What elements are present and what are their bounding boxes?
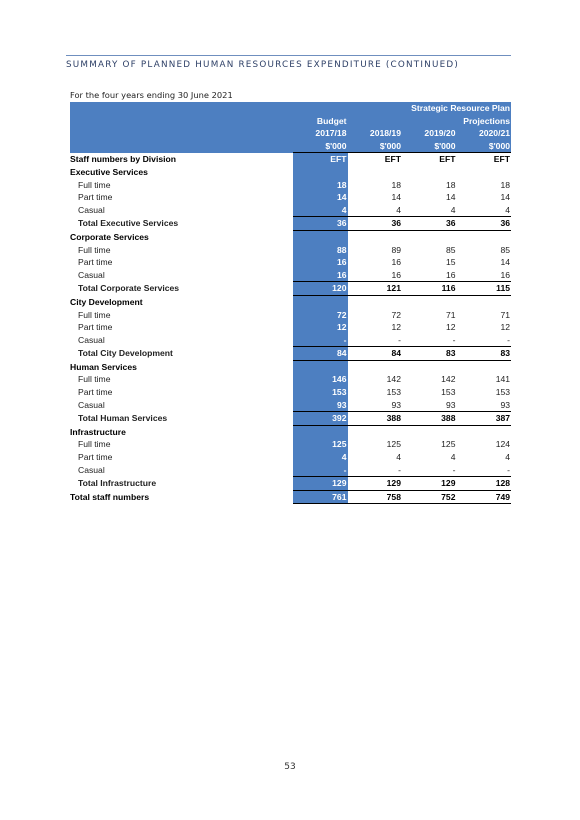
value-cell: 153: [441, 387, 456, 398]
value-cell: 121: [348, 282, 403, 296]
section-title-row-label: Corporate Services: [70, 231, 149, 242]
value-cell: 142: [441, 374, 456, 385]
header-row-srp: [70, 102, 511, 115]
budget-cell: 36: [293, 217, 348, 231]
value-cell: 85: [500, 244, 511, 255]
year-header: 2020/21: [457, 127, 512, 140]
section-title-row-label: Human Services: [70, 361, 137, 372]
section-total-row: [70, 412, 511, 426]
budget-cell: [293, 295, 348, 308]
table-row-label: Part time: [78, 322, 113, 333]
value-cell: 18: [391, 179, 401, 190]
value-cell: 12: [500, 322, 511, 333]
budget-cell: EFT: [293, 153, 348, 166]
value-cell: 16: [391, 269, 401, 280]
budget-cell: 18: [293, 179, 348, 192]
value-cell: EFT: [439, 154, 456, 165]
srp-title: Strategic Resource Plan: [348, 102, 512, 115]
section-total-row: [70, 477, 511, 491]
budget-cell: 392: [293, 412, 348, 426]
budget-cell: 761: [293, 490, 348, 504]
value-cell: 93: [391, 399, 401, 410]
table-row: [70, 373, 511, 386]
budget-cell: 88: [293, 244, 348, 257]
value-cell: 36: [402, 217, 457, 231]
table-row: [70, 438, 511, 451]
section-title-row: [70, 425, 511, 438]
table-body: [70, 102, 511, 504]
section-total-row-label: Total Human Services: [78, 413, 168, 424]
section-total-row: [70, 217, 511, 231]
table-row-label: Casual: [78, 269, 105, 280]
value-cell: [457, 360, 512, 373]
section-title-row-label: City Development: [70, 296, 143, 307]
budget-label: Budget: [293, 115, 348, 128]
hr-summary-table: [70, 102, 511, 504]
value-cell: -: [398, 334, 401, 345]
value-cell: 125: [386, 439, 401, 450]
table-row: [70, 309, 511, 322]
value-cell: 36: [457, 217, 512, 231]
budget-cell: 153: [293, 386, 348, 399]
budget-cell: [293, 360, 348, 373]
value-cell: [402, 360, 457, 373]
value-cell: 387: [457, 412, 512, 426]
value-cell: 18: [445, 179, 456, 190]
value-cell: 4: [450, 452, 456, 463]
table-row-label: Part time: [78, 387, 113, 398]
value-cell: 12: [445, 322, 456, 333]
table-row: [70, 399, 511, 412]
value-cell: 16: [500, 269, 511, 280]
value-cell: 4: [396, 452, 401, 463]
value-cell: [457, 230, 512, 243]
value-cell: 83: [402, 347, 457, 361]
table-row: [70, 204, 511, 217]
budget-cell: 84: [293, 347, 348, 361]
year-header: 2018/19: [348, 127, 403, 140]
value-cell: 128: [457, 477, 512, 491]
budget-cell: -: [293, 464, 348, 477]
table-row: [70, 244, 511, 257]
section-title-row: [70, 230, 511, 243]
value-cell: 752: [402, 490, 457, 504]
value-cell: 4: [505, 204, 511, 215]
header-row-budget: [70, 115, 511, 128]
budget-cell: 12: [293, 321, 348, 334]
budget-cell: 4: [293, 204, 348, 217]
value-cell: 83: [457, 347, 512, 361]
value-cell: 4: [505, 452, 511, 463]
table-row: [70, 334, 511, 347]
value-cell: 124: [495, 439, 511, 450]
section-title-row: [70, 360, 511, 373]
budget-cell: [293, 425, 348, 438]
value-cell: 153: [386, 387, 401, 398]
value-cell: -: [507, 334, 511, 345]
section-title-row-label: Infrastructure: [70, 426, 126, 437]
grand-total-row: [70, 490, 511, 504]
budget-cell: 72: [293, 309, 348, 322]
budget-cell: 146: [293, 373, 348, 386]
value-cell: [402, 166, 457, 179]
table-row: [70, 256, 511, 269]
table-row-label: Full time: [78, 439, 111, 450]
table-row: [70, 451, 511, 464]
value-cell: [457, 166, 512, 179]
value-cell: 18: [500, 179, 511, 190]
budget-cell: 16: [293, 269, 348, 282]
value-cell: 758: [348, 490, 403, 504]
value-cell: EFT: [493, 154, 511, 165]
value-cell: 71: [500, 309, 511, 320]
projections-label: Projections: [348, 115, 512, 128]
table-row-label: Full time: [78, 179, 111, 190]
value-cell: 749: [457, 490, 512, 504]
value-cell: 14: [445, 192, 456, 203]
value-cell: -: [452, 334, 456, 345]
table-row: [70, 464, 511, 477]
value-cell: 12: [391, 322, 401, 333]
section-title-row-label: Executive Services: [70, 166, 148, 177]
header-row-units: [70, 140, 511, 153]
budget-cell: [293, 230, 348, 243]
value-cell: 16: [391, 257, 401, 268]
value-cell: 72: [391, 309, 401, 320]
value-cell: -: [398, 464, 401, 475]
value-cell: [348, 166, 403, 179]
table-row: [70, 386, 511, 399]
unit-header: $'000: [293, 140, 348, 153]
table-row-label: Full time: [78, 309, 111, 320]
value-cell: 129: [348, 477, 403, 491]
table-row: [70, 321, 511, 334]
section-title-row: [70, 295, 511, 308]
budget-cell: 16: [293, 256, 348, 269]
budget-cell: [293, 166, 348, 179]
value-cell: 153: [495, 387, 511, 398]
value-cell: -: [452, 464, 456, 475]
unit-header: $'000: [348, 140, 403, 153]
value-cell: 4: [396, 204, 401, 215]
table-row-label: Part time: [78, 452, 113, 463]
header-row-years: [70, 127, 511, 140]
value-cell: [457, 295, 512, 308]
budget-cell: 14: [293, 191, 348, 204]
value-cell: 14: [500, 192, 511, 203]
value-cell: 388: [348, 412, 403, 426]
page-number: 53: [284, 762, 296, 772]
budget-cell: 4: [293, 451, 348, 464]
value-cell: 125: [441, 439, 456, 450]
year-header: 2019/20: [402, 127, 457, 140]
value-cell: 36: [348, 217, 403, 231]
value-cell: 4: [450, 204, 456, 215]
section-title-row: [70, 166, 511, 179]
value-cell: [348, 295, 403, 308]
unit-header: $'000: [457, 140, 512, 153]
budget-cell: -: [293, 334, 348, 347]
table-subtitle: For the four years ending 30 June 2021: [70, 90, 233, 100]
table-row-label: Part time: [78, 192, 113, 203]
value-cell: 116: [402, 282, 457, 296]
value-cell: [402, 295, 457, 308]
table-row-label: Casual: [78, 334, 105, 345]
table-row-label: Casual: [78, 399, 105, 410]
section-total-row-label: Total Corporate Services: [78, 283, 180, 294]
section-total-row-label: Total Infrastructure: [78, 478, 157, 489]
value-cell: [348, 425, 403, 438]
value-cell: 388: [402, 412, 457, 426]
budget-cell: 93: [293, 399, 348, 412]
value-cell: [348, 230, 403, 243]
value-cell: 93: [500, 399, 511, 410]
value-cell: 85: [445, 244, 456, 255]
value-cell: EFT: [384, 154, 401, 165]
value-cell: [457, 425, 512, 438]
table-row-label: Casual: [78, 464, 105, 475]
table-row-label: Casual: [78, 205, 105, 215]
budget-cell: 125: [293, 438, 348, 451]
value-cell: [348, 360, 403, 373]
value-cell: 142: [386, 374, 401, 385]
page-heading: SUMMARY OF PLANNED HUMAN RESOURCES EXPENDITURE (CONTINUED): [66, 55, 511, 70]
table-row-label: Full time: [78, 244, 111, 255]
division-row-label: Staff numbers by Division: [70, 154, 177, 165]
value-cell: 14: [391, 192, 401, 203]
value-cell: 89: [391, 244, 401, 255]
value-cell: 115: [457, 282, 512, 296]
value-cell: 16: [445, 269, 456, 280]
value-cell: [402, 230, 457, 243]
budget-cell: 120: [293, 282, 348, 296]
unit-header: $'000: [402, 140, 457, 153]
table-row: [70, 179, 511, 192]
value-cell: 14: [500, 257, 511, 268]
value-cell: 93: [445, 399, 456, 410]
value-cell: 141: [495, 374, 511, 385]
value-cell: 71: [445, 309, 456, 320]
section-total-row: [70, 282, 511, 296]
value-cell: 129: [402, 477, 457, 491]
grand-total-row-label: Total staff numbers: [70, 491, 150, 502]
table-row-label: Part time: [78, 257, 113, 268]
table-row: [70, 191, 511, 204]
value-cell: 15: [445, 257, 456, 268]
section-total-row: [70, 347, 511, 361]
value-cell: -: [507, 464, 511, 475]
value-cell: 84: [348, 347, 403, 361]
value-cell: [402, 425, 457, 438]
table-row-label: Full time: [78, 374, 111, 385]
budget-cell: 129: [293, 477, 348, 491]
table-row: [70, 269, 511, 282]
division-row: [70, 153, 511, 166]
year-header: 2017/18: [293, 127, 348, 140]
section-total-row-label: Total City Development: [78, 348, 173, 359]
section-total-row-label: Total Executive Services: [78, 218, 179, 229]
